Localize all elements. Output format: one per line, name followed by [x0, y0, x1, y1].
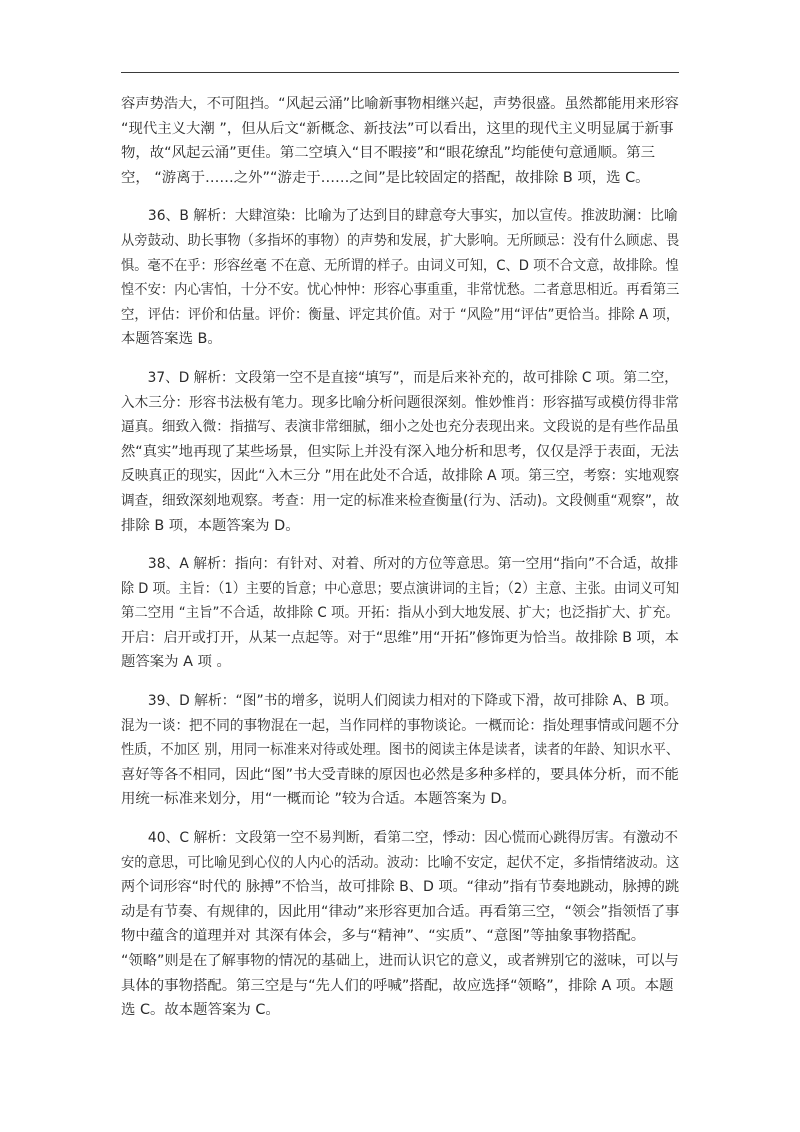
text-line: 第二空用 “主旨”不合适，故排除 C 项。开拓：指从小到大地发展、扩大；也泛指扩大、扩充。	[121, 605, 679, 622]
text-line: 性质，不加区 别，用同一标准来对待或处理。图书的阅读主体是读者，读者的年龄、知识水平、	[121, 742, 680, 759]
text-line: 安的意思，可比喻见到心仪的人内心的活动。波动：比喻不安定，起伏不定，多指情绪波动。这	[121, 854, 680, 871]
text-line: 空，评估：评价和估量。评价：衡量、评定其价值。对于 “风险”用“评估”更恰当。排除 A 项，	[121, 306, 680, 323]
text-line: 入木三分：形容书法极有笔力。现多比喻分析问题很深刻。惟妙惟肖：形容描写或模仿得非常	[121, 394, 680, 411]
document-body	[121, 92, 679, 1037]
text-line: 36、B 解析：大肆渲染：比喻为了达到目的肆意夸大事实，加以宣传。推波助澜：比喻	[147, 208, 678, 225]
text-line: 39、D 解析：“图”书的增多，说明人们阅读力相对的下降或下滑，故可排除 A、B 项。	[147, 693, 678, 710]
text-line: 38、A 解析：指向：有针对、对着、所对的方位等意思。第一空用“指向”不合适，故排	[147, 556, 679, 573]
text-line: 逼真。细致入微：指描写、表演非常细腻，细小之处也充分表现出来。文段说的是有些作品虽	[121, 419, 680, 436]
text-line: “领略”则是在了解事物的情况的基础上，进而认识它的意义，或者辨别它的滋味，可以与	[121, 953, 679, 969]
text-line: 物中蕴含的道理并对 其深有体会，多与“精神”、“实质”、“意图”等抽象事物搭配。	[121, 928, 646, 945]
text-line: 40、C 解析：文段第一空不易判断，看第二空，悸动：因心慌而心跳得厉害。有激动不	[147, 830, 678, 847]
answer-paragraph	[121, 826, 679, 1023]
answer-paragraph	[121, 689, 679, 812]
text-line: 题答案为 A 项 。	[121, 654, 231, 671]
text-line: 然“真实”地再现了某些场景，但实际上并没有深入地分析和思考，仅仅是浮于表面，无法	[121, 443, 679, 460]
text-line: 物，故“风起云涌”更佳。第二空填入“目不暇接”和“眼花缭乱”均能使句意通顺。第三	[121, 145, 656, 162]
text-line: 开启：启开或打开，从某一点起等。对于“思维”用“开拓”修饰更为恰当。故排除 B 项，本	[121, 629, 679, 646]
text-line: 用统一标准来划分，用“一概而论 ”较为合适。本题答案为 D。	[121, 791, 516, 808]
text-line: 本题答案选 B。	[121, 331, 222, 348]
text-line: 惶不安：内心害怕，十分不安。忧心忡忡：形容心事重重，非常忧愁。二者意思相近。再看第三	[121, 282, 680, 299]
text-line: 混为一谈：把不同的事物混在一起，当作同样的事物谈论。一概而论：指处理事情或问题不分	[121, 717, 680, 734]
answer-paragraph	[121, 552, 679, 675]
answer-paragraph	[121, 92, 679, 190]
text-line: 调查，细致深刻地观察。考查：用一定的标准来检查衡量(行为、活动)。文段侧重“观察”，故	[121, 492, 680, 509]
text-line: 惧。毫不在乎：形容丝毫 不在意、无所谓的样子。由词义可知，C、D 项不合文意，故排除。惶	[121, 257, 679, 274]
text-line: 容声势浩大，不可阻挡。“风起云涌”比喻新事物相继兴起，声势很盛。虽然都能用来形容	[121, 96, 679, 112]
text-line: 选 C。故本题答案为 C。	[121, 1002, 280, 1019]
text-line: 具体的事物搭配。第三空是与“先人们的呼喊”搭配，故应选择“领略”，排除 A 项。本题	[121, 977, 674, 994]
text-line: “现代主义大潮 ”，但从后文“新概念、新技法”可以看出，这里的现代主义明显属于新事	[121, 120, 674, 137]
text-line: 除 D 项。主旨：（1）主要的旨意；中心意思；要点演讲词的主旨；（2）主意、主张。由词义可知	[121, 580, 680, 597]
answer-paragraph	[121, 366, 679, 538]
text-line: 反映真正的现实，因此“入木三分 ”用在此处不合适，故排除 A 项。第三空，考察：实地观察	[121, 468, 680, 485]
text-line: 空， “游离于……之外”“游走于……之间”是比较固定的搭配，故排除 B 项，选 C。	[121, 169, 650, 186]
header-rule	[121, 72, 679, 73]
text-line: 37、D 解析：文段第一空不是直接“填写”，而是后来补充的，故可排除 C 项。第二空，	[147, 369, 678, 386]
text-line: 从旁鼓动、助长事物（多指坏的事物）的声势和发展，扩大影响。无所顾忌：没有什么顾虑、畏	[121, 232, 680, 249]
text-line: 两个词形容“时代的 脉搏”不恰当，故可排除 B、D 项。“律动”指有节奏地跳动，脉搏的跳	[121, 879, 680, 896]
text-line: 喜好等各不相同，因此“图”书大受青睐的原因也必然是多种多样的，要具体分析，而不能	[121, 766, 679, 783]
text-line: 动是有节奏、有规律的，因此用“律动”来形容更加合适。再看第三空，“领会”指领悟了事	[121, 903, 680, 920]
text-line: 排除 B 项，本题答案为 D。	[121, 517, 300, 534]
answer-paragraph	[121, 204, 679, 352]
